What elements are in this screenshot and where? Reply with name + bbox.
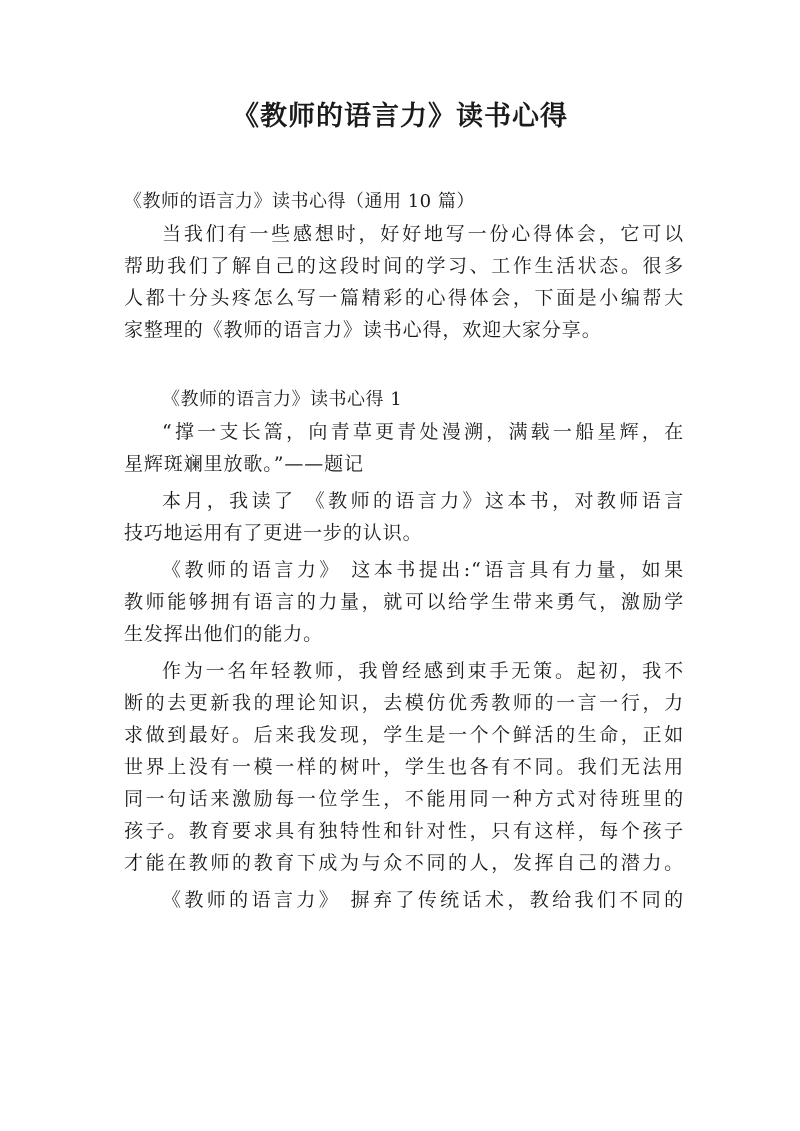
- paragraph-line: 才能在教师的教育下成为与众不同的人，发挥自己的潜力。: [124, 852, 684, 874]
- section-heading: 《教师的语言力》读书心得 1: [162, 389, 403, 410]
- paragraph-closing: [124, 884, 684, 916]
- paragraph-line: “撑一支长篙，向青草更青处漫溯，满载一船星辉，在: [162, 421, 684, 443]
- paragraph-line: 技巧地运用有了更进一步的认识。: [124, 522, 423, 544]
- paragraph-line: 求做到最好。后来我发现，学生是一个个鲜活的生命，正如: [124, 724, 684, 746]
- intro-paragraph: [124, 218, 684, 346]
- paragraph-reading: [124, 485, 684, 549]
- document-title: 《教师的语言力》读书心得: [232, 101, 568, 132]
- paragraph-line: 生发挥出他们的能力。: [124, 623, 324, 645]
- intro-line: 人都十分头疼怎么写一篇精彩的心得体会，下面是小编帮大: [124, 287, 684, 309]
- paragraph-quote: [124, 554, 684, 650]
- blank-line: [124, 351, 684, 384]
- paragraph-line: 教师能够拥有语言的力量，就可以给学生带来勇气，激励学: [124, 591, 684, 613]
- paragraph-line: 世界上没有一模一样的树叶，学生也各有不同。我们无法用: [124, 756, 684, 778]
- paragraph-line: 同一句话来激励每一位学生，不能用同一种方式对待班里的: [124, 788, 684, 810]
- paragraph-experience: [124, 655, 684, 879]
- paragraph-line: 星辉斑斓里放歌。”——题记: [124, 453, 364, 475]
- paragraph-line: 孩子。教育要求具有独特性和针对性，只有这样，每个孩子: [124, 820, 684, 842]
- intro-heading: 《教师的语言力》读书心得（通用 10 篇）: [124, 191, 475, 212]
- paragraph-line: 断的去更新我的理论知识，去模仿优秀教师的一言一行，力: [124, 692, 684, 714]
- document-body: [124, 186, 684, 921]
- intro-line: 家整理的《教师的语言力》读书心得，欢迎大家分享。: [124, 319, 602, 341]
- intro-line: 帮助我们了解自己的这段时间的学习、工作生活状态。很多: [124, 255, 684, 277]
- paragraph-epigraph: [124, 416, 684, 480]
- paragraph-line: 《教师的语言力》 摒弃了传统话术，教给我们不同的: [162, 889, 684, 911]
- paragraph-line: 本月，我读了 《教师的语言力》这本书，对教师语言: [162, 490, 684, 512]
- intro-line: 当我们有一些感想时，好好地写一份心得体会，它可以: [162, 223, 684, 245]
- paragraph-line: 《教师的语言力》 这本书提出:“语言具有力量，如果: [162, 559, 684, 581]
- paragraph-line: 作为一名年轻教师，我曾经感到束手无策。起初，我不: [162, 660, 684, 682]
